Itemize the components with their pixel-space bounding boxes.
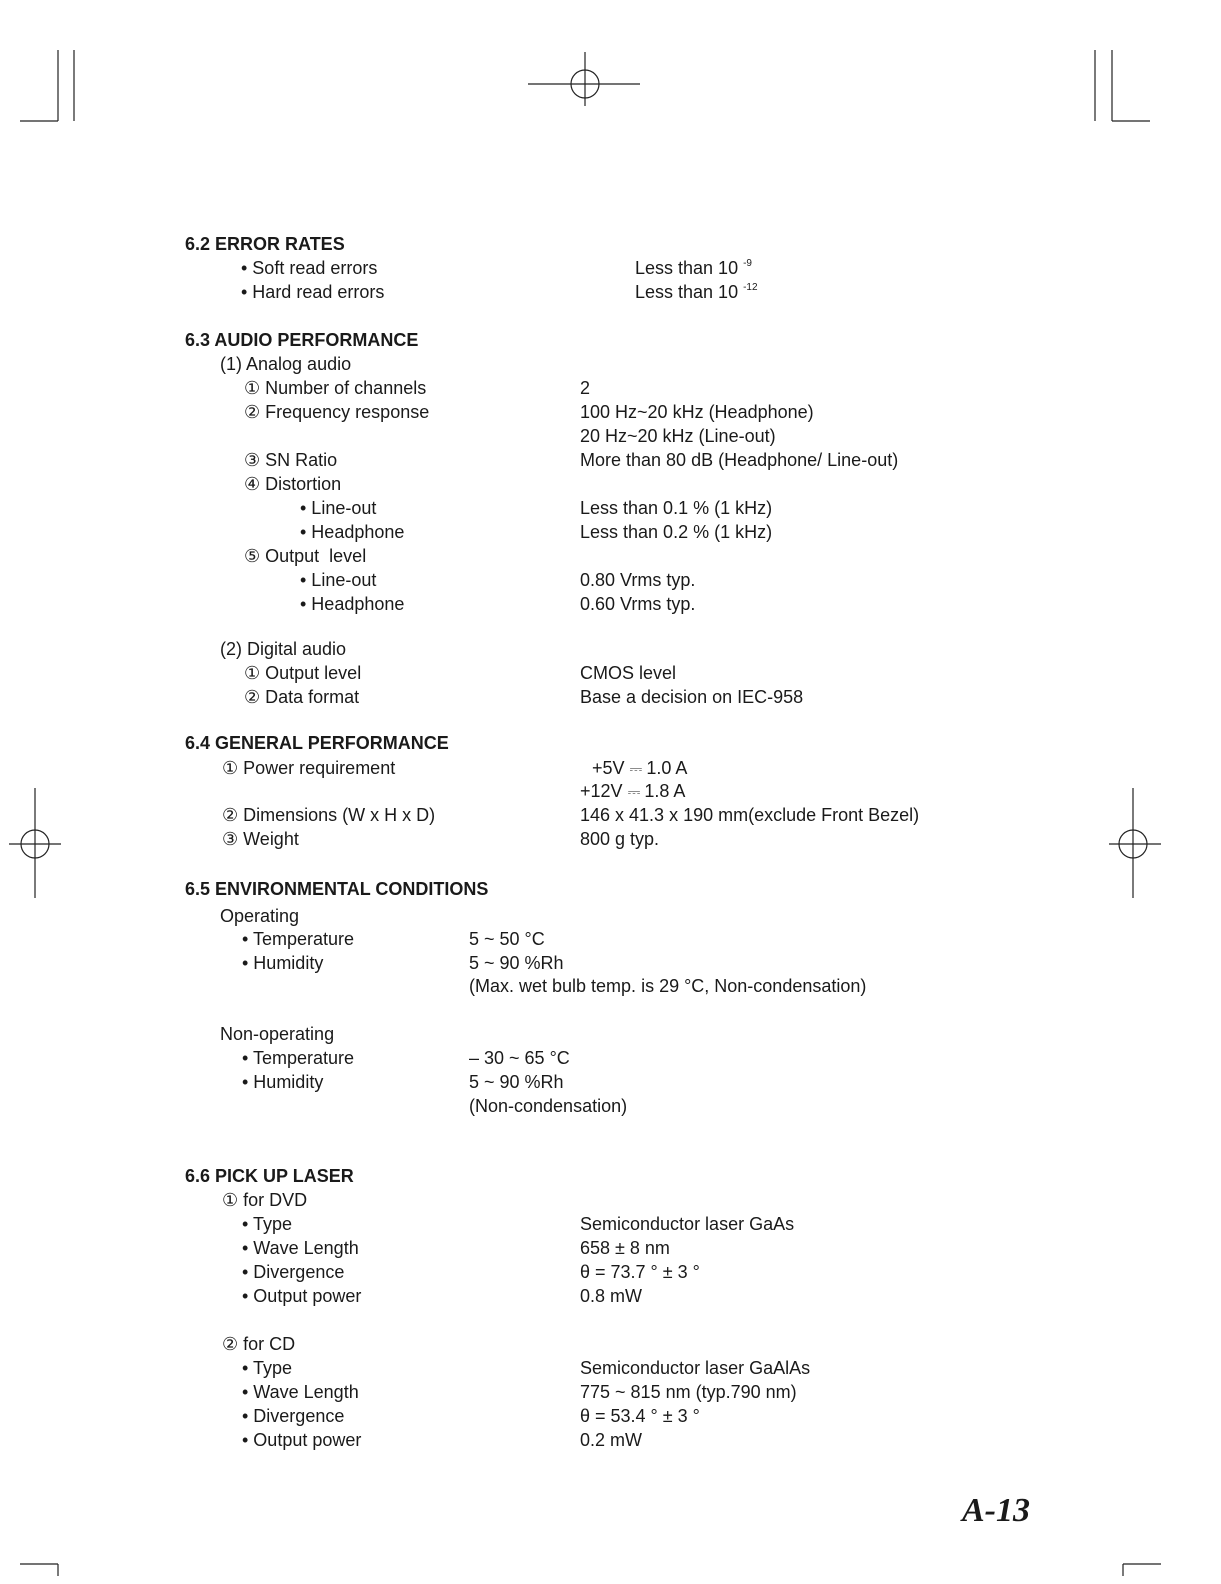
spec-label-hard-read: • Hard read errors bbox=[241, 282, 385, 302]
crop-mark-top-right bbox=[1090, 45, 1160, 130]
spec-label-op-humidity: • Humidity bbox=[242, 953, 324, 973]
spec-value-distortion-headphone: Less than 0.2 % (1 kHz) bbox=[580, 522, 773, 542]
spec-value-dvd-wave: 658 ± 8 nm bbox=[580, 1238, 670, 1258]
spec-value-dvd-type: Semiconductor laser GaAs bbox=[580, 1214, 795, 1234]
spec-label-cd-divergence: • Divergence bbox=[242, 1406, 345, 1426]
spec-value-output-lineout: 0.80 Vrms typ. bbox=[580, 570, 696, 590]
spec-value-frequency-lineout: 20 Hz~20 kHz (Line-out) bbox=[580, 426, 776, 446]
section-heading-6-6: 6.6 PICK UP LASER bbox=[185, 1166, 354, 1186]
spec-value-output-headphone: 0.60 Vrms typ. bbox=[580, 594, 696, 614]
spec-value-sn-ratio: More than 80 dB (Headphone/ Line-out) bbox=[580, 450, 899, 470]
spec-value-soft-read: Less than 10 $^{-9}$ bbox=[635, 258, 752, 278]
spec-value-distortion-lineout: Less than 0.1 % (1 kHz) bbox=[580, 498, 773, 518]
spec-label-cd-wave: • Wave Length bbox=[242, 1382, 359, 1402]
subsection-digital-audio: (2) Digital audio bbox=[220, 639, 347, 659]
spec-label-frequency: ② Frequency response bbox=[244, 402, 430, 422]
spec-value-frequency-headphone: 100 Hz~20 kHz (Headphone) bbox=[580, 402, 814, 422]
spec-label-op-temperature: • Temperature bbox=[242, 929, 355, 949]
spec-label-dimensions: ② Dimensions (W x H x D) bbox=[222, 805, 436, 825]
spec-label-sn-ratio: ③ SN Ratio bbox=[244, 450, 338, 470]
page-number: A-13 bbox=[962, 1492, 1030, 1529]
spec-label-output-level: ⑤ Output level bbox=[244, 546, 367, 566]
spec-value-hard-read: Less than 10 $^{-12}$ bbox=[635, 282, 758, 302]
spec-label-soft-read: • Soft read errors bbox=[241, 258, 378, 278]
spec-label-dvd-wave: • Wave Length bbox=[242, 1238, 359, 1258]
subsection-operating: Operating bbox=[220, 906, 300, 926]
spec-label-output-headphone: • Headphone bbox=[300, 594, 405, 614]
spec-value-op-temperature: 5 ~ 50 °C bbox=[469, 929, 545, 949]
section-heading-6-2: 6.2 ERROR RATES bbox=[185, 234, 345, 254]
registration-mark-right bbox=[1105, 786, 1165, 901]
spec-note-nonop-humidity: (Non-condensation) bbox=[469, 1096, 628, 1116]
spec-label-dvd-type: • Type bbox=[242, 1214, 293, 1234]
spec-value-dvd-divergence: θ = 73.7 ° ± 3 ° bbox=[580, 1262, 700, 1282]
spec-label-distortion-lineout: • Line-out bbox=[300, 498, 377, 518]
spec-value-cd-type: Semiconductor laser GaAlAs bbox=[580, 1358, 811, 1378]
spec-label-power: ① Power requirement bbox=[222, 758, 396, 778]
spec-label-cd-type: • Type bbox=[242, 1358, 293, 1378]
spec-label-distortion-headphone: • Headphone bbox=[300, 522, 405, 542]
spec-label-nonop-humidity: • Humidity bbox=[242, 1072, 324, 1092]
registration-mark-left bbox=[5, 786, 65, 901]
subsection-non-operating: Non-operating bbox=[220, 1024, 335, 1044]
spec-value-channels: 2 bbox=[580, 378, 591, 398]
spec-label-channels: ① Number of channels bbox=[244, 378, 427, 398]
spec-label-nonop-temperature: • Temperature bbox=[242, 1048, 355, 1068]
spec-value-power-12v: +12V ⎓ 1.8 A bbox=[580, 781, 686, 801]
spec-note-op-humidity: (Max. wet bulb temp. is 29 °C, Non-condensation) bbox=[469, 976, 867, 996]
spec-label-dvd-power: • Output power bbox=[242, 1286, 362, 1306]
crop-mark-bottom-left bbox=[18, 1556, 78, 1576]
spec-value-power-5v: +5V ⎓ 1.0 A bbox=[592, 758, 688, 778]
subsection-cd: ② for CD bbox=[222, 1334, 296, 1354]
spec-label-weight: ③ Weight bbox=[222, 829, 299, 849]
spec-label-data-format: ② Data format bbox=[244, 687, 360, 707]
spec-value-dvd-power: 0.8 mW bbox=[580, 1286, 643, 1306]
subsection-analog-audio: (1) Analog audio bbox=[220, 354, 352, 374]
crop-mark-top-left bbox=[18, 45, 88, 130]
spec-label-digital-output: ① Output level bbox=[244, 663, 362, 683]
spec-value-cd-wave: 775 ~ 815 nm (typ.790 nm) bbox=[580, 1382, 797, 1402]
spec-value-data-format: Base a decision on IEC-958 bbox=[580, 687, 804, 707]
spec-value-weight: 800 g typ. bbox=[580, 829, 660, 849]
subsection-dvd: ① for DVD bbox=[222, 1190, 308, 1210]
section-heading-6-5: 6.5 ENVIRONMENTAL CONDITIONS bbox=[185, 879, 489, 899]
spec-label-distortion: ④ Distortion bbox=[244, 474, 342, 494]
spec-value-op-humidity: 5 ~ 90 %Rh bbox=[469, 953, 564, 973]
spec-value-cd-power: 0.2 mW bbox=[580, 1430, 643, 1450]
spec-label-cd-power: • Output power bbox=[242, 1430, 362, 1450]
spec-value-dimensions: 146 x 41.3 x 190 mm(exclude Front Bezel) bbox=[580, 805, 920, 825]
section-heading-6-3: 6.3 AUDIO PERFORMANCE bbox=[185, 330, 419, 350]
registration-mark-top bbox=[528, 50, 648, 110]
spec-value-nonop-temperature: – 30 ~ 65 °C bbox=[469, 1048, 570, 1068]
crop-mark-bottom-right bbox=[1105, 1556, 1165, 1576]
spec-label-dvd-divergence: • Divergence bbox=[242, 1262, 345, 1282]
spec-value-digital-output: CMOS level bbox=[580, 663, 677, 683]
spec-label-output-lineout: • Line-out bbox=[300, 570, 377, 590]
spec-value-cd-divergence: θ = 53.4 ° ± 3 ° bbox=[580, 1406, 700, 1426]
section-heading-6-4: 6.4 GENERAL PERFORMANCE bbox=[185, 733, 449, 753]
spec-value-nonop-humidity: 5 ~ 90 %Rh bbox=[469, 1072, 564, 1092]
